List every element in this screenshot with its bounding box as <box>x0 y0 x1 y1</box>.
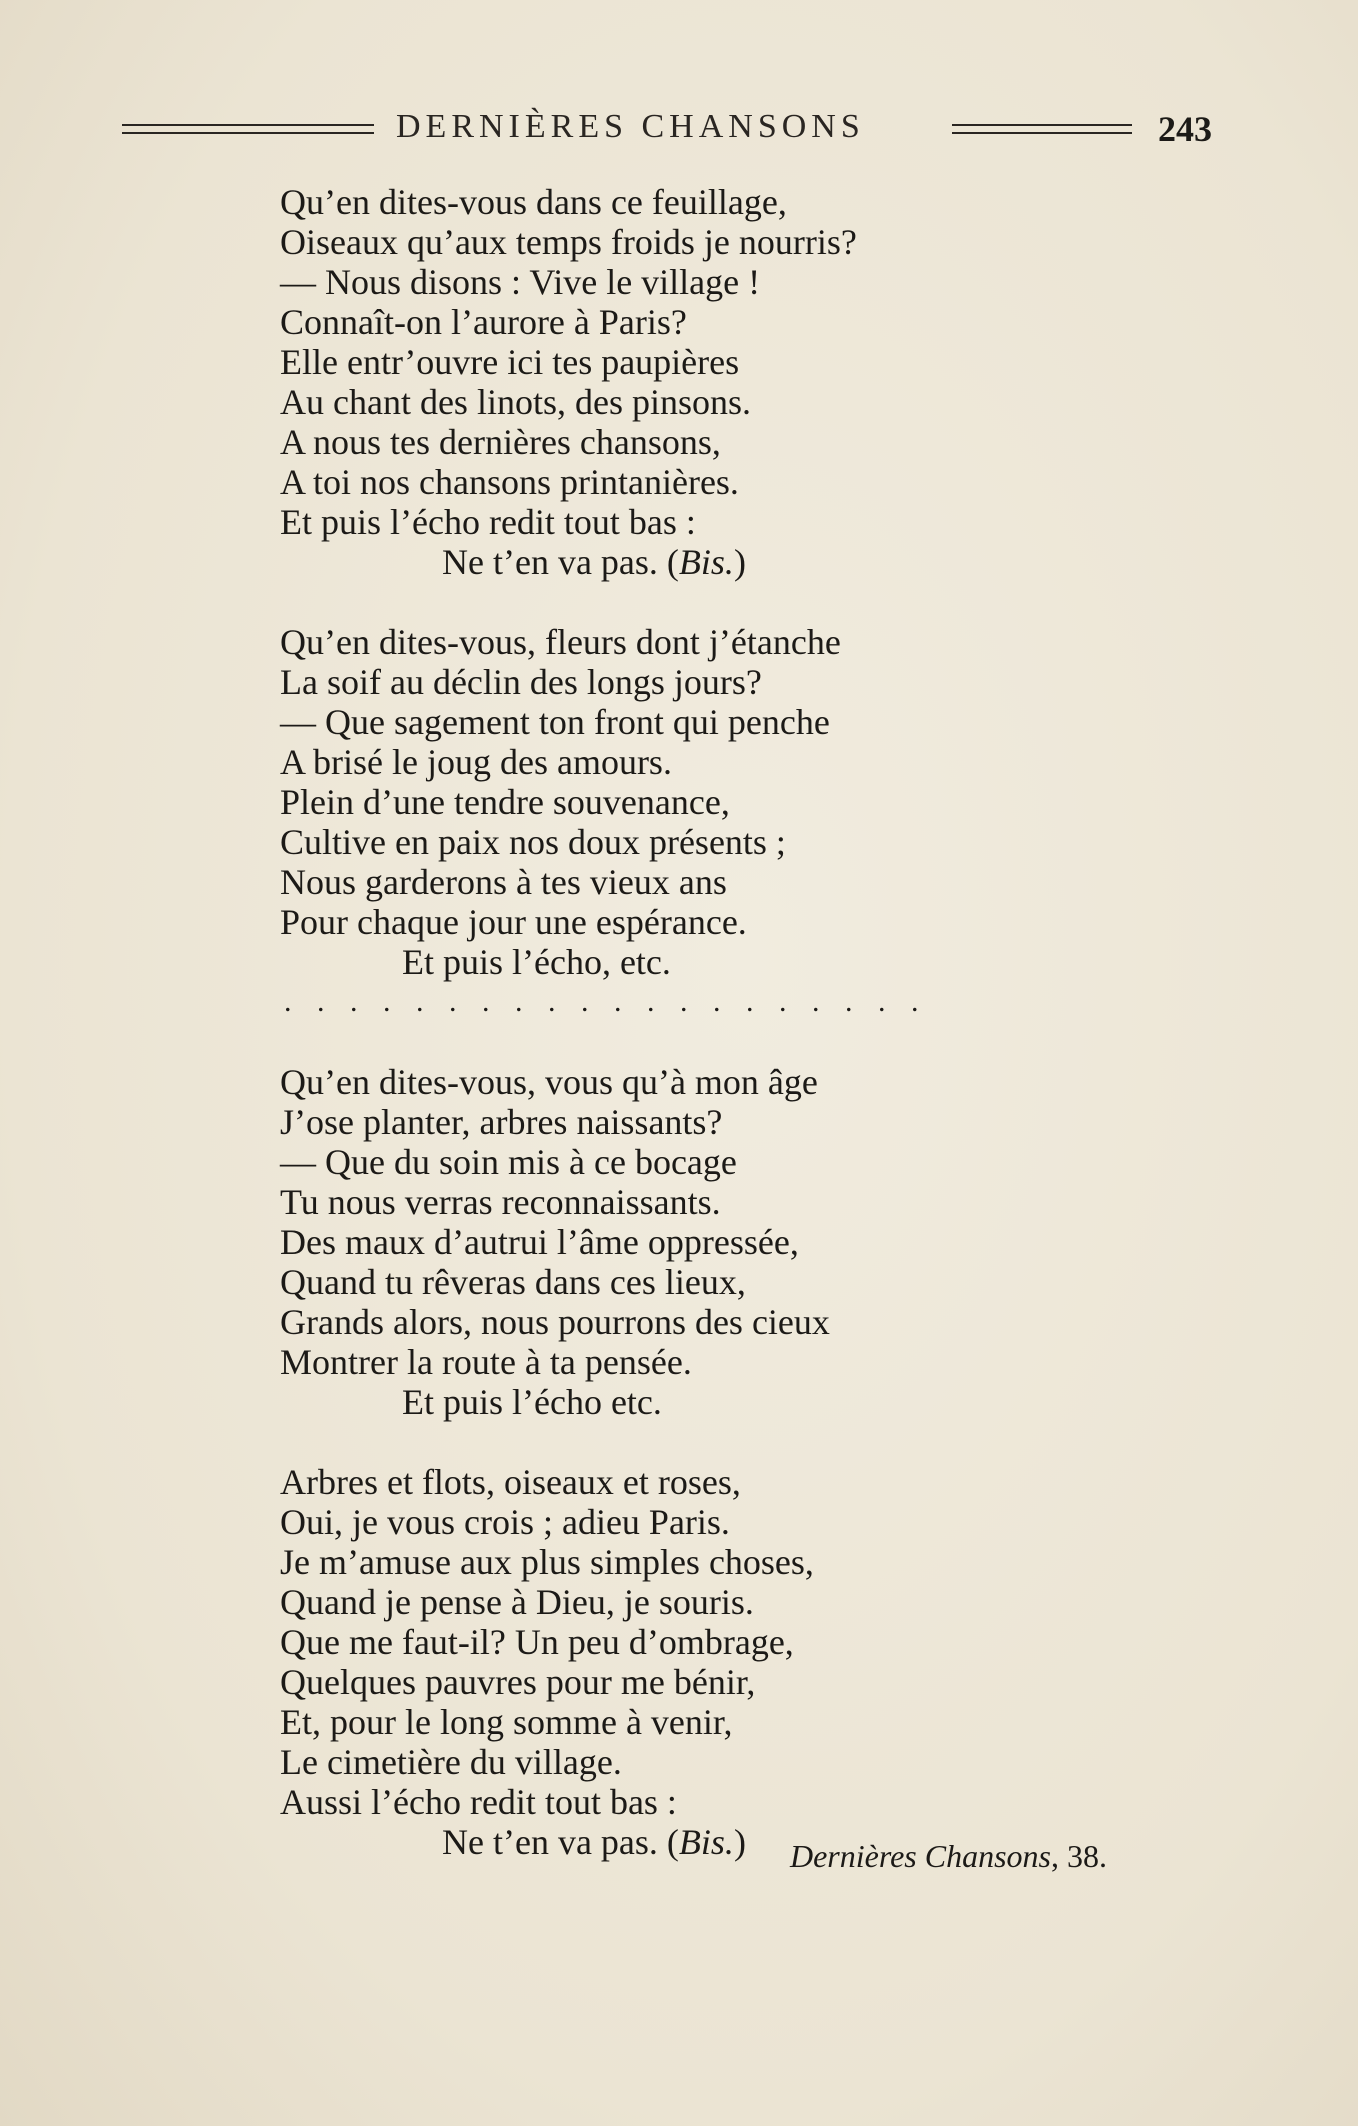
verse-line: Quand tu rêveras dans ces lieux, <box>280 1262 746 1302</box>
verse-line: Qu’en dites-vous, vous qu’à mon âge <box>280 1062 818 1102</box>
verse-line: Et puis l’écho redit tout bas : <box>280 502 696 542</box>
verse-line: Je m’amuse aux plus simples choses, <box>280 1542 814 1582</box>
header-rule-left <box>122 124 374 134</box>
verse-line: Aussi l’écho redit tout bas : <box>280 1782 677 1822</box>
verse-line: Quand je pense à Dieu, je souris. <box>280 1582 754 1622</box>
verse-line: A nous tes dernières chansons, <box>280 422 721 462</box>
page-number: 243 <box>1158 109 1212 149</box>
verse-line: Tu nous verras reconnaissants. <box>280 1182 721 1222</box>
refrain-text: Ne t’en va pas. <box>442 1822 658 1862</box>
refrain-line: Et puis l’écho etc. <box>402 1382 662 1422</box>
verse-line: Que me faut-il? Un peu d’ombrage, <box>280 1622 794 1662</box>
verse-line: Qu’en dites-vous, fleurs dont j’étanche <box>280 622 841 662</box>
ellipsis-divider: . . . . . . . . . . . . . . . . . . . . <box>284 985 928 1018</box>
verse-line: Au chant des linots, des pinsons. <box>280 382 751 422</box>
stanza-1 <box>280 182 1100 582</box>
verse-line: Oui, je vous crois ; adieu Paris. <box>280 1502 730 1542</box>
verse-line: A brisé le joug des amours. <box>280 742 672 782</box>
verse-line: — Que du soin mis à ce bocage <box>280 1142 737 1182</box>
poem <box>280 182 1100 1862</box>
verse-line: J’ose planter, arbres naissants? <box>280 1102 723 1142</box>
verse-line: — Nous disons : Vive le village ! <box>280 262 761 302</box>
verse-line: Connaît-on l’aurore à Paris? <box>280 302 687 342</box>
verse-line: Quelques pauvres pour me bénir, <box>280 1662 756 1702</box>
verse-line: A toi nos chansons printanières. <box>280 462 739 502</box>
verse-line: Arbres et flots, oiseaux et roses, <box>280 1462 741 1502</box>
verse-line: Cultive en paix nos doux présents ; <box>280 822 786 862</box>
source-title: Dernières Chansons <box>789 1838 1051 1874</box>
page-header <box>120 108 1212 148</box>
verse-line: — Que sagement ton front qui penche <box>280 702 830 742</box>
running-head: DERNIÈRES CHANSONS <box>396 108 865 145</box>
refrain-line: Ne t’en va pas. (Bis.) <box>442 1822 746 1862</box>
verse-line: Qu’en dites-vous dans ce feuillage, <box>280 182 787 222</box>
verse-line: Nous garderons à tes vieux ans <box>280 862 727 902</box>
refrain-note: Bis. <box>678 542 734 582</box>
verse-line: Le cimetière du village. <box>280 1742 622 1782</box>
verse-line: Pour chaque jour une espérance. <box>280 902 747 942</box>
verse-line: Montrer la route à ta pensée. <box>280 1342 692 1382</box>
source-citation <box>660 1838 1107 1875</box>
verse-line: Oiseaux qu’aux temps froids je nourris? <box>280 222 857 262</box>
verse-line: La soif au déclin des longs jours? <box>280 662 762 702</box>
stanza-3 <box>280 1062 1100 1422</box>
refrain-line: Et puis l’écho, etc. <box>402 942 671 982</box>
verse-line: Grands alors, nous pourrons des cieux <box>280 1302 830 1342</box>
refrain-text: Ne t’en va pas. <box>442 542 658 582</box>
stanza-2 <box>280 622 1100 982</box>
stanza-4 <box>280 1462 1100 1862</box>
source-page: , 38. <box>1051 1838 1107 1874</box>
verse-line: Et, pour le long somme à venir, <box>280 1702 733 1742</box>
refrain-note: Bis. <box>678 1822 734 1862</box>
verse-line: Des maux d’autrui l’âme oppressée, <box>280 1222 799 1262</box>
refrain-line: Ne t’en va pas. (Bis.) <box>442 542 746 582</box>
verse-line: Plein d’une tendre souvenance, <box>280 782 730 822</box>
verse-line: Elle entr’ouvre ici tes paupières <box>280 342 740 382</box>
header-rule-right <box>952 124 1132 134</box>
